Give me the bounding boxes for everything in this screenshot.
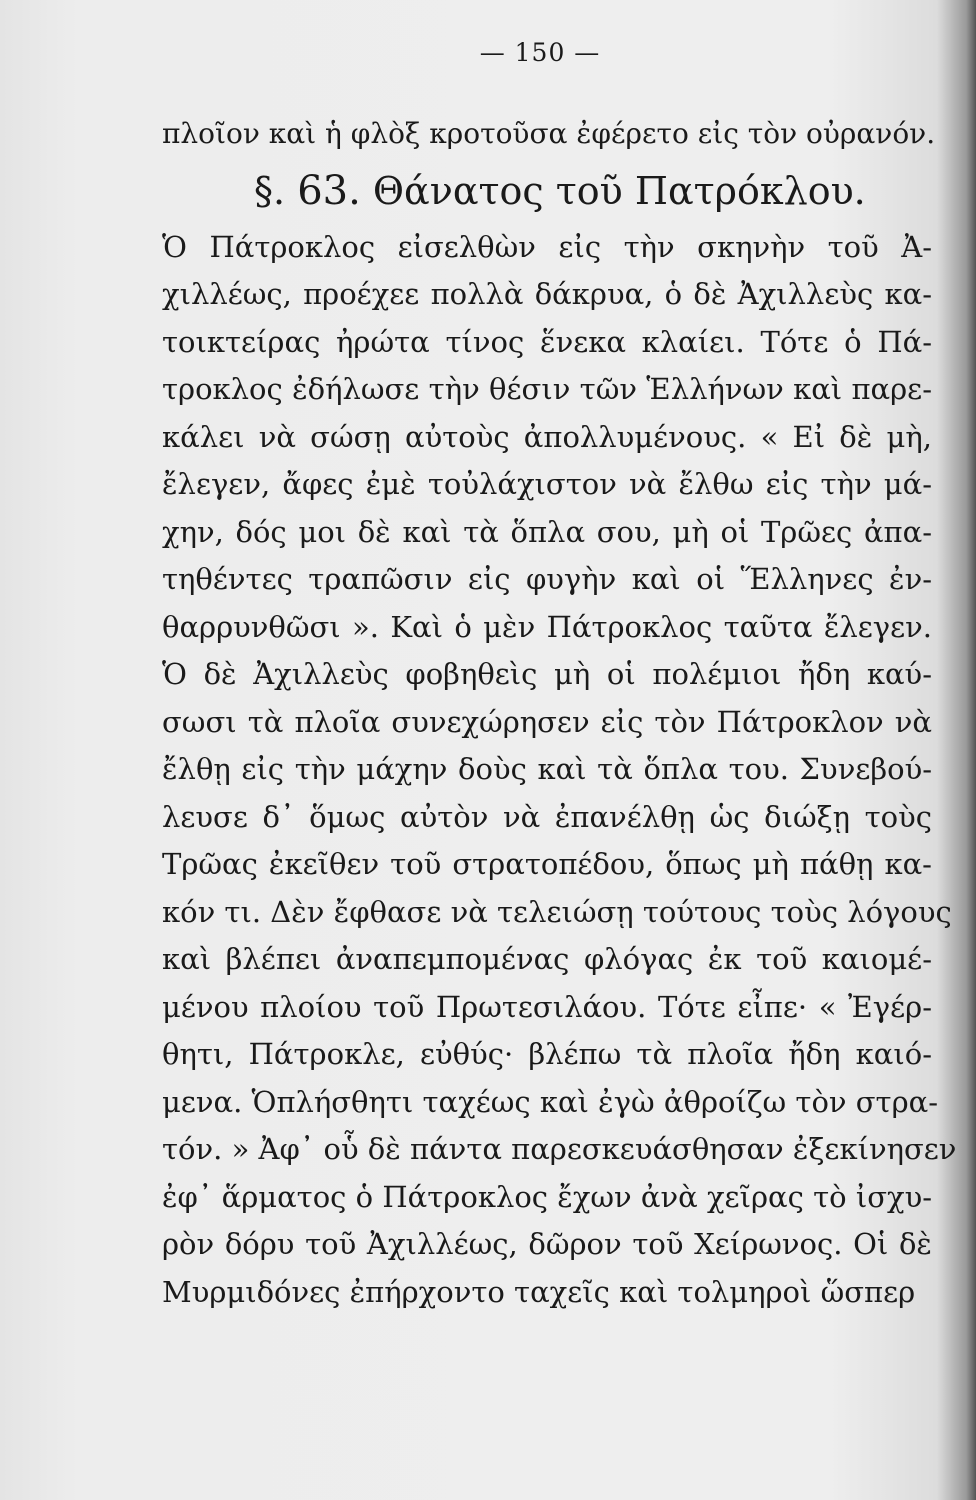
text-line: καὶ βλέπει ἀναπεμπομένας φλόγας ἐκ τοῦ καιομέ-	[162, 942, 932, 976]
continuation-line: πλοῖον καὶ ἡ φλὸξ κροτοῦσα ἐφέρετο εἰς τὸν οὐρανόν.	[162, 117, 936, 150]
paragraph	[162, 224, 957, 1317]
text-line: κόν τι. Δὲν ἔφθασε νὰ τελειώσῃ τούτους τοὺς λόγους	[162, 894, 952, 929]
text-line: Τρῶας ἐκεῖθεν τοῦ στρατοπέδου, ὅπως μὴ πάθῃ κα-	[162, 847, 932, 881]
text-line: μένου πλοίου τοῦ Πρωτεσιλάου. Τότε εἶπε· « Ἐγέρ-	[162, 989, 932, 1024]
text-line: χην, δός μοι δὲ καὶ τὰ ὅπλα σου, μὴ οἱ Τρῶες ἀπα-	[162, 514, 932, 549]
text-line: Μυρμιδόνες ἐπήρχοντο ταχεῖς καὶ τολμηροὶ ὥσπερ	[162, 1274, 916, 1309]
text-line: τροκλος ἐδήλωσε τὴν θέσιν τῶν Ἑλλήνων καὶ παρε-	[162, 372, 932, 406]
text-line: τόν. » Ἀφ᾽ οὗ δὲ πάντα παρεσκευάσθησαν ἐξεκίνησεν	[162, 1132, 957, 1166]
text-line: ἔλεγεν, ἄφες ἐμὲ τοὐλάχιστον νὰ ἔλθω εἰς τὴν μά-	[162, 467, 932, 501]
text-line: χιλλέως, προέχεε πολλὰ δάκρυα, ὁ δὲ Ἀχιλλεὺς κα-	[162, 277, 932, 311]
text-line: ἐφ᾽ ἅρματος ὁ Πάτροκλος ἔχων ἀνὰ χεῖρας τὸ ἰσχυ-	[162, 1179, 932, 1214]
text-line: λευσε δ᾽ ὅμως αὐτὸν νὰ ἐπανέλθῃ ὡς διώξῃ τοὺς	[162, 799, 932, 834]
page-number: — 150 —	[479, 38, 601, 67]
page-text	[162, 110, 957, 1316]
text-line: Ὁ δὲ Ἀχιλλεὺς φοβηθεὶς μὴ οἱ πολέμιοι ἤδη καύ-	[162, 657, 932, 691]
text-line: ἔλθῃ εἰς τὴν μάχην δοὺς καὶ τὰ ὅπλα του. Συνεβού-	[162, 752, 932, 786]
text-line: Ὁ Πάτροκλος εἰσελθὼν εἰς τὴν σκηνὴν τοῦ Ἀ-	[162, 229, 932, 264]
text-line: τηθέντες τραπῶσιν εἰς φυγὴν καὶ οἱ Ἕλληνες ἐν-	[162, 562, 932, 596]
section-title: Θάνατος τοῦ Πατρόκλου.	[372, 168, 866, 213]
text-line: θητι, Πάτροκλε, εὐθύς· βλέπω τὰ πλοῖα ἤδη καιό-	[162, 1037, 932, 1071]
text-line: τοικτείρας ἠρώτα τίνος ἕνεκα κλαίει. Τότε ὁ Πά-	[162, 324, 932, 359]
section-sign: §.	[254, 168, 286, 213]
text-line: θαρρυνθῶσι ». Καὶ ὁ μὲν Πάτροκλος ταῦτα ἔλεγεν.	[162, 609, 932, 644]
text-line: σωσι τὰ πλοῖα συνεχώρησεν εἰς τὸν Πάτροκλον νὰ	[162, 704, 932, 739]
text-line: κάλει νὰ σώσῃ αὐτοὺς ἀπολλυμένους. « Εἰ δὲ μὴ,	[162, 419, 932, 454]
text-line: μενα. Ὁπλήσθητι ταχέως καὶ ἐγὼ ἀθροίζω τὸν στρα-	[162, 1084, 939, 1119]
section-number: 63.	[297, 167, 361, 214]
section-heading	[254, 158, 932, 224]
text-line: ρὸν δόρυ τοῦ Ἀχιλλέως, δῶρον τοῦ Χείρωνος. Οἱ δὲ	[162, 1227, 932, 1261]
